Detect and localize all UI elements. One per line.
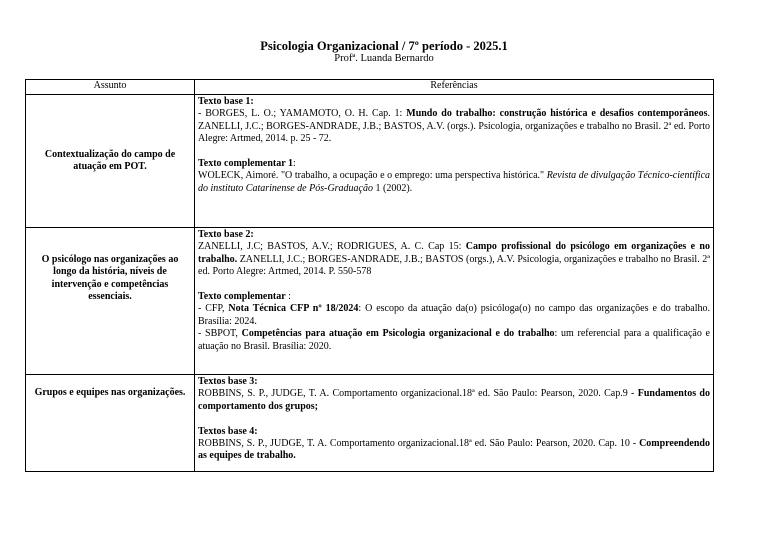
reference-label: Textos base 4: [198,425,258,437]
table-row [26,228,714,375]
document-title: Psicologia Organizacional / 7º período - 2025.1 [260,39,508,53]
references-table [25,79,714,472]
table-row [26,95,714,228]
reference-entry: ROBBINS, S. P., JUDGE, T. A. Comportamento organizacional.18ª ed. São Paulo: Pearson, 2020. Cap.9 - Fundamentos do comportamento dos grupos; [198,388,710,412]
references-cell [195,375,714,472]
reference-label: Texto base 2: [198,229,254,240]
reference-entry: - CFP, Nota Técnica CFP nº 18/2024: O escopo da atuação da(o) psicóloga(o) no campo das organizações e do trabalho. Brasília: 2024. [198,303,711,327]
references-cell [195,228,714,375]
reference-entry: ZANELLI, J.C; BASTOS, A.V.; RODRIGUES, A. C. Cap 15: Campo profissional do psicólogo em organizações e no trabalho. ZANELLI, J.C.; BORGES-ANDRADE, J.B.; BASTOS (orgs.), A.V. Psicologia, organizações e trabalho no Brasil. 2ª ed. Porto Alegre: Artmed, 2014. P. 550-578 [198,241,710,278]
reference-entry: ROBBINS, S. P., JUDGE, T. A. Comportamento organizacional.18ª ed. São Paulo: Pearson, 2020. Cap. 10 - Compreendendo as equipes de trabalho. [198,438,710,462]
subject-cell: O psicólogo nas organizações ao longo da história, níveis de intervenção e competências essenciais. [26,228,195,375]
reference-label: Texto complementar : [198,291,291,303]
reference-entry: WOLECK, Aimoré. "O trabalho, a ocupação e o emprego: uma perspectiva histórica." Revista de divulgação Técnico-científica do instituto Catarinense de Pós-Graduação 1 (2002). [198,170,711,194]
reference-entry: - SBPOT, Competências para atuação em Psicologia organizacional e do trabalho: um referencial para a qualificação e atuação no Brasil. Brasília: 2020. [198,328,710,352]
table-row [26,375,714,472]
column-header-references: Referências [195,80,714,95]
table-header-row [26,80,714,95]
subject-cell: Grupos e equipes nas organizações. [26,375,195,472]
reference-label: Texto complementar 1: [198,158,296,170]
column-header-subject: Assunto [26,80,195,95]
reference-label: Texto base 1: [198,96,254,107]
reference-entry: - BORGES, L. O.; YAMAMOTO, O. H. Cap. 1: Mundo do trabalho: construção histórica e desafios contemporâneos. ZANELLI, J.C.; BORGES-ANDRADE, J.B.; BASTOS, A.V. (orgs.). Psicologia, organizações e trabalho no Brasil. 2ª ed. Porto Alegre: Artmed, 2014. p. 25 - 72. [198,108,710,145]
professor-name: Profª. Luanda Bernardo [334,53,434,64]
references-cell [195,95,714,228]
subject-cell: Contextualização do campo de atuação em POT. [26,95,195,228]
reference-label: Textos base 3: [198,376,258,387]
